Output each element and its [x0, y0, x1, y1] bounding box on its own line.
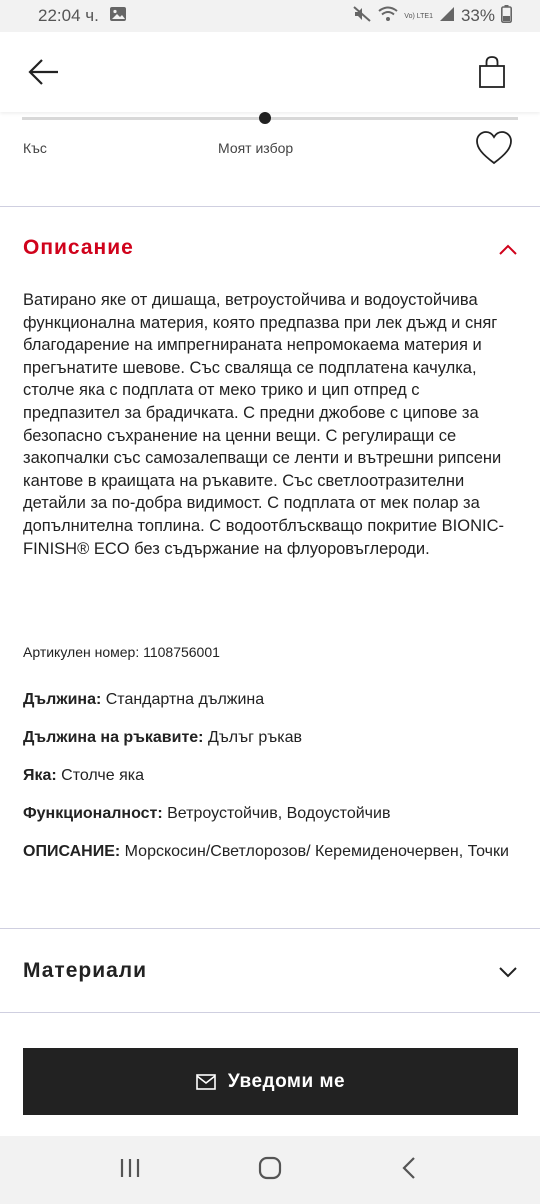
mail-icon: [196, 1074, 216, 1090]
status-time: 22:04 ч.: [38, 6, 99, 25]
description-title[interactable]: Описание: [23, 236, 134, 259]
notify-me-label: Уведоми ме: [227, 1070, 346, 1092]
favorite-button[interactable]: [474, 130, 514, 170]
chevron-up-icon: [496, 238, 520, 262]
status-bar: [0, 0, 540, 32]
status-left: [38, 6, 127, 27]
collapse-description-button[interactable]: [496, 238, 520, 262]
divider: [0, 206, 540, 207]
chevron-down-icon: [496, 960, 520, 984]
attribute-value: Столче яка: [56, 767, 145, 784]
attribute-label: Дължина:: [23, 691, 102, 708]
recent-apps-icon: [118, 1156, 142, 1180]
attribute-label: Функционалност:: [23, 805, 163, 822]
divider: [0, 1012, 540, 1013]
image-notification-icon: [109, 6, 127, 27]
slider-label-my-choice: Моят избор: [218, 140, 294, 156]
battery-icon: [501, 5, 512, 28]
attribute-label: Дължина на ръкавите:: [23, 729, 204, 746]
system-nav-bar: [0, 1136, 540, 1204]
slider-label-short: Къс: [23, 140, 47, 156]
materials-title[interactable]: Материали: [23, 959, 148, 982]
attribute-sleeve-length: [23, 724, 518, 752]
attribute-value: Морскосин/Светлорозов/ Керемиденочервен, Точки: [120, 843, 509, 860]
attribute-functionality: [23, 800, 518, 828]
back-button[interactable]: [24, 52, 64, 92]
attribute-label: Яка:: [23, 767, 57, 784]
notify-me-button[interactable]: [23, 1048, 518, 1115]
attribute-value: Ветроустойчив, Водоустойчив: [162, 805, 391, 822]
shopping-bag-icon: [478, 55, 506, 89]
divider: [0, 928, 540, 929]
attribute-value: Стандартна дължина: [101, 691, 265, 708]
fit-slider: [0, 112, 540, 206]
shopping-bag-button[interactable]: [472, 52, 512, 92]
attribute-collar: [23, 762, 518, 790]
app-header: [0, 32, 540, 112]
battery-percent: 33%: [460, 6, 495, 25]
arrow-left-icon: [28, 58, 60, 86]
recent-apps-button[interactable]: [118, 1156, 142, 1185]
bottom-action-bar: [0, 1026, 540, 1136]
attribute-length: [23, 686, 518, 714]
chevron-left-icon: [398, 1156, 422, 1180]
slider-knob[interactable]: [259, 112, 271, 124]
network-label: Vo) LTE1: [404, 12, 433, 20]
wifi-icon: [378, 6, 398, 27]
mute-icon: [352, 5, 372, 28]
home-button[interactable]: [257, 1155, 283, 1186]
signal-icon: [439, 6, 455, 27]
heart-icon: [474, 130, 514, 166]
description-text: Ватирано яке от дишаща, ветроустойчива и водоустойчива функционална материя, която предпазва при лек дъжд и сняг благодарение на импрегнираната непромокаема материя и прегънатите шевове. Със сваляща се подплатена качулка, столче яка с подплата от меко трико и цип отпред с предпазител за брадичката. С предни джобове с ципове за безопасно съхранение на ценни вещи. С регулиращи се закопчалки със самозалепващи се ленти и вътрешни рипсени кантове в краищата на ръкавите. Със светлоотразителни детайли за по-добра видимост. С подплата от мек полар за допълнителна топлина. С водоотблъскващо покритие BIONIC-FINISH® ECO без съдържание на флуоровъглероди.: [23, 291, 504, 558]
system-back-button[interactable]: [398, 1156, 422, 1185]
home-icon: [257, 1155, 283, 1181]
attribute-value: Дълъг ръкав: [203, 729, 303, 746]
attribute-label: ОПИСАНИЕ:: [23, 843, 121, 860]
status-right: [352, 5, 512, 28]
article-number: Артикулен номер: 1108756001: [23, 644, 220, 660]
expand-materials-button[interactable]: [496, 960, 520, 984]
attribute-description: [23, 838, 518, 866]
